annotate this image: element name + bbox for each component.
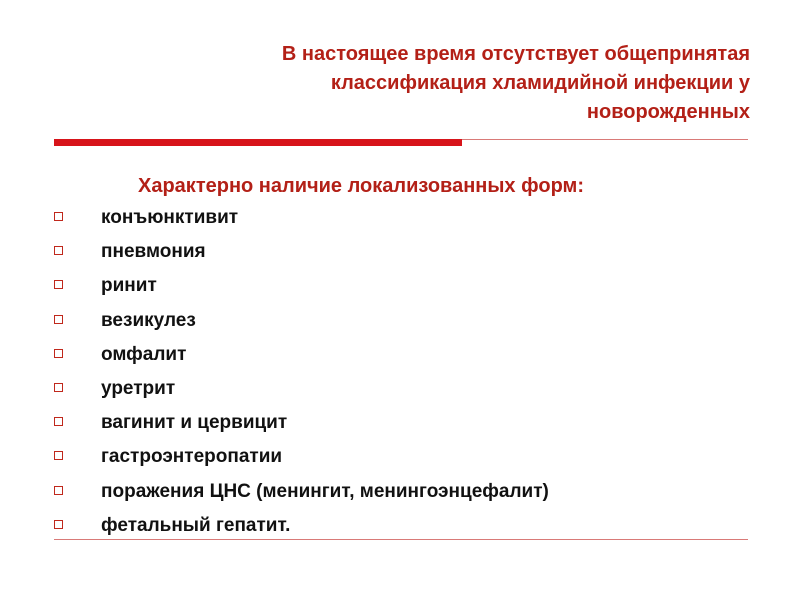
slide-title-line: новорожденных	[586, 101, 750, 123]
forms-list	[52, 203, 549, 545]
slide-title	[130, 40, 750, 127]
list-item-text: ринит	[101, 275, 157, 297]
hollow-square-bullet-icon	[54, 451, 63, 460]
list-item	[52, 237, 549, 271]
hollow-square-bullet-icon	[54, 212, 63, 221]
hollow-square-bullet-icon	[54, 349, 63, 358]
list-item-text: уретрит	[101, 377, 176, 399]
list-heading: Характерно наличие локализованных форм:	[138, 175, 584, 197]
list-item	[52, 442, 549, 476]
list-item	[52, 271, 549, 305]
hollow-square-bullet-icon	[54, 520, 63, 529]
list-item	[52, 374, 549, 408]
list-item-text: омфалит	[101, 343, 187, 365]
list-item-text: конъюнктивит	[101, 207, 239, 228]
hollow-square-bullet-icon	[54, 486, 63, 495]
list-item-text: пневмония	[101, 241, 206, 263]
list-item	[52, 203, 549, 237]
list-item	[52, 340, 549, 374]
list-item-text: фетальный гепатит.	[101, 514, 291, 536]
hollow-square-bullet-icon	[54, 417, 63, 426]
list-item	[52, 306, 549, 340]
hollow-square-bullet-icon	[54, 315, 63, 324]
slide-title-line: В настоящее время отсутствует общепринятая	[281, 43, 750, 65]
list-item-text: везикулез	[101, 309, 196, 331]
hollow-square-bullet-icon	[54, 383, 63, 392]
list-item-text: поражения ЦНС (менингит, менингоэнцефалит)	[101, 480, 549, 502]
hollow-square-bullet-icon	[54, 280, 63, 289]
list-item	[52, 477, 549, 511]
bottom-divider-line	[54, 539, 748, 540]
title-divider-line	[462, 139, 748, 140]
title-accent-rule	[54, 139, 462, 146]
list-item-text: гастроэнтеропатии	[101, 446, 283, 468]
list-item-text: вагинит и цервицит	[101, 412, 288, 434]
slide-title-line: классификация хламидийной инфекции у	[330, 72, 750, 94]
list-item	[52, 408, 549, 442]
hollow-square-bullet-icon	[54, 246, 63, 255]
